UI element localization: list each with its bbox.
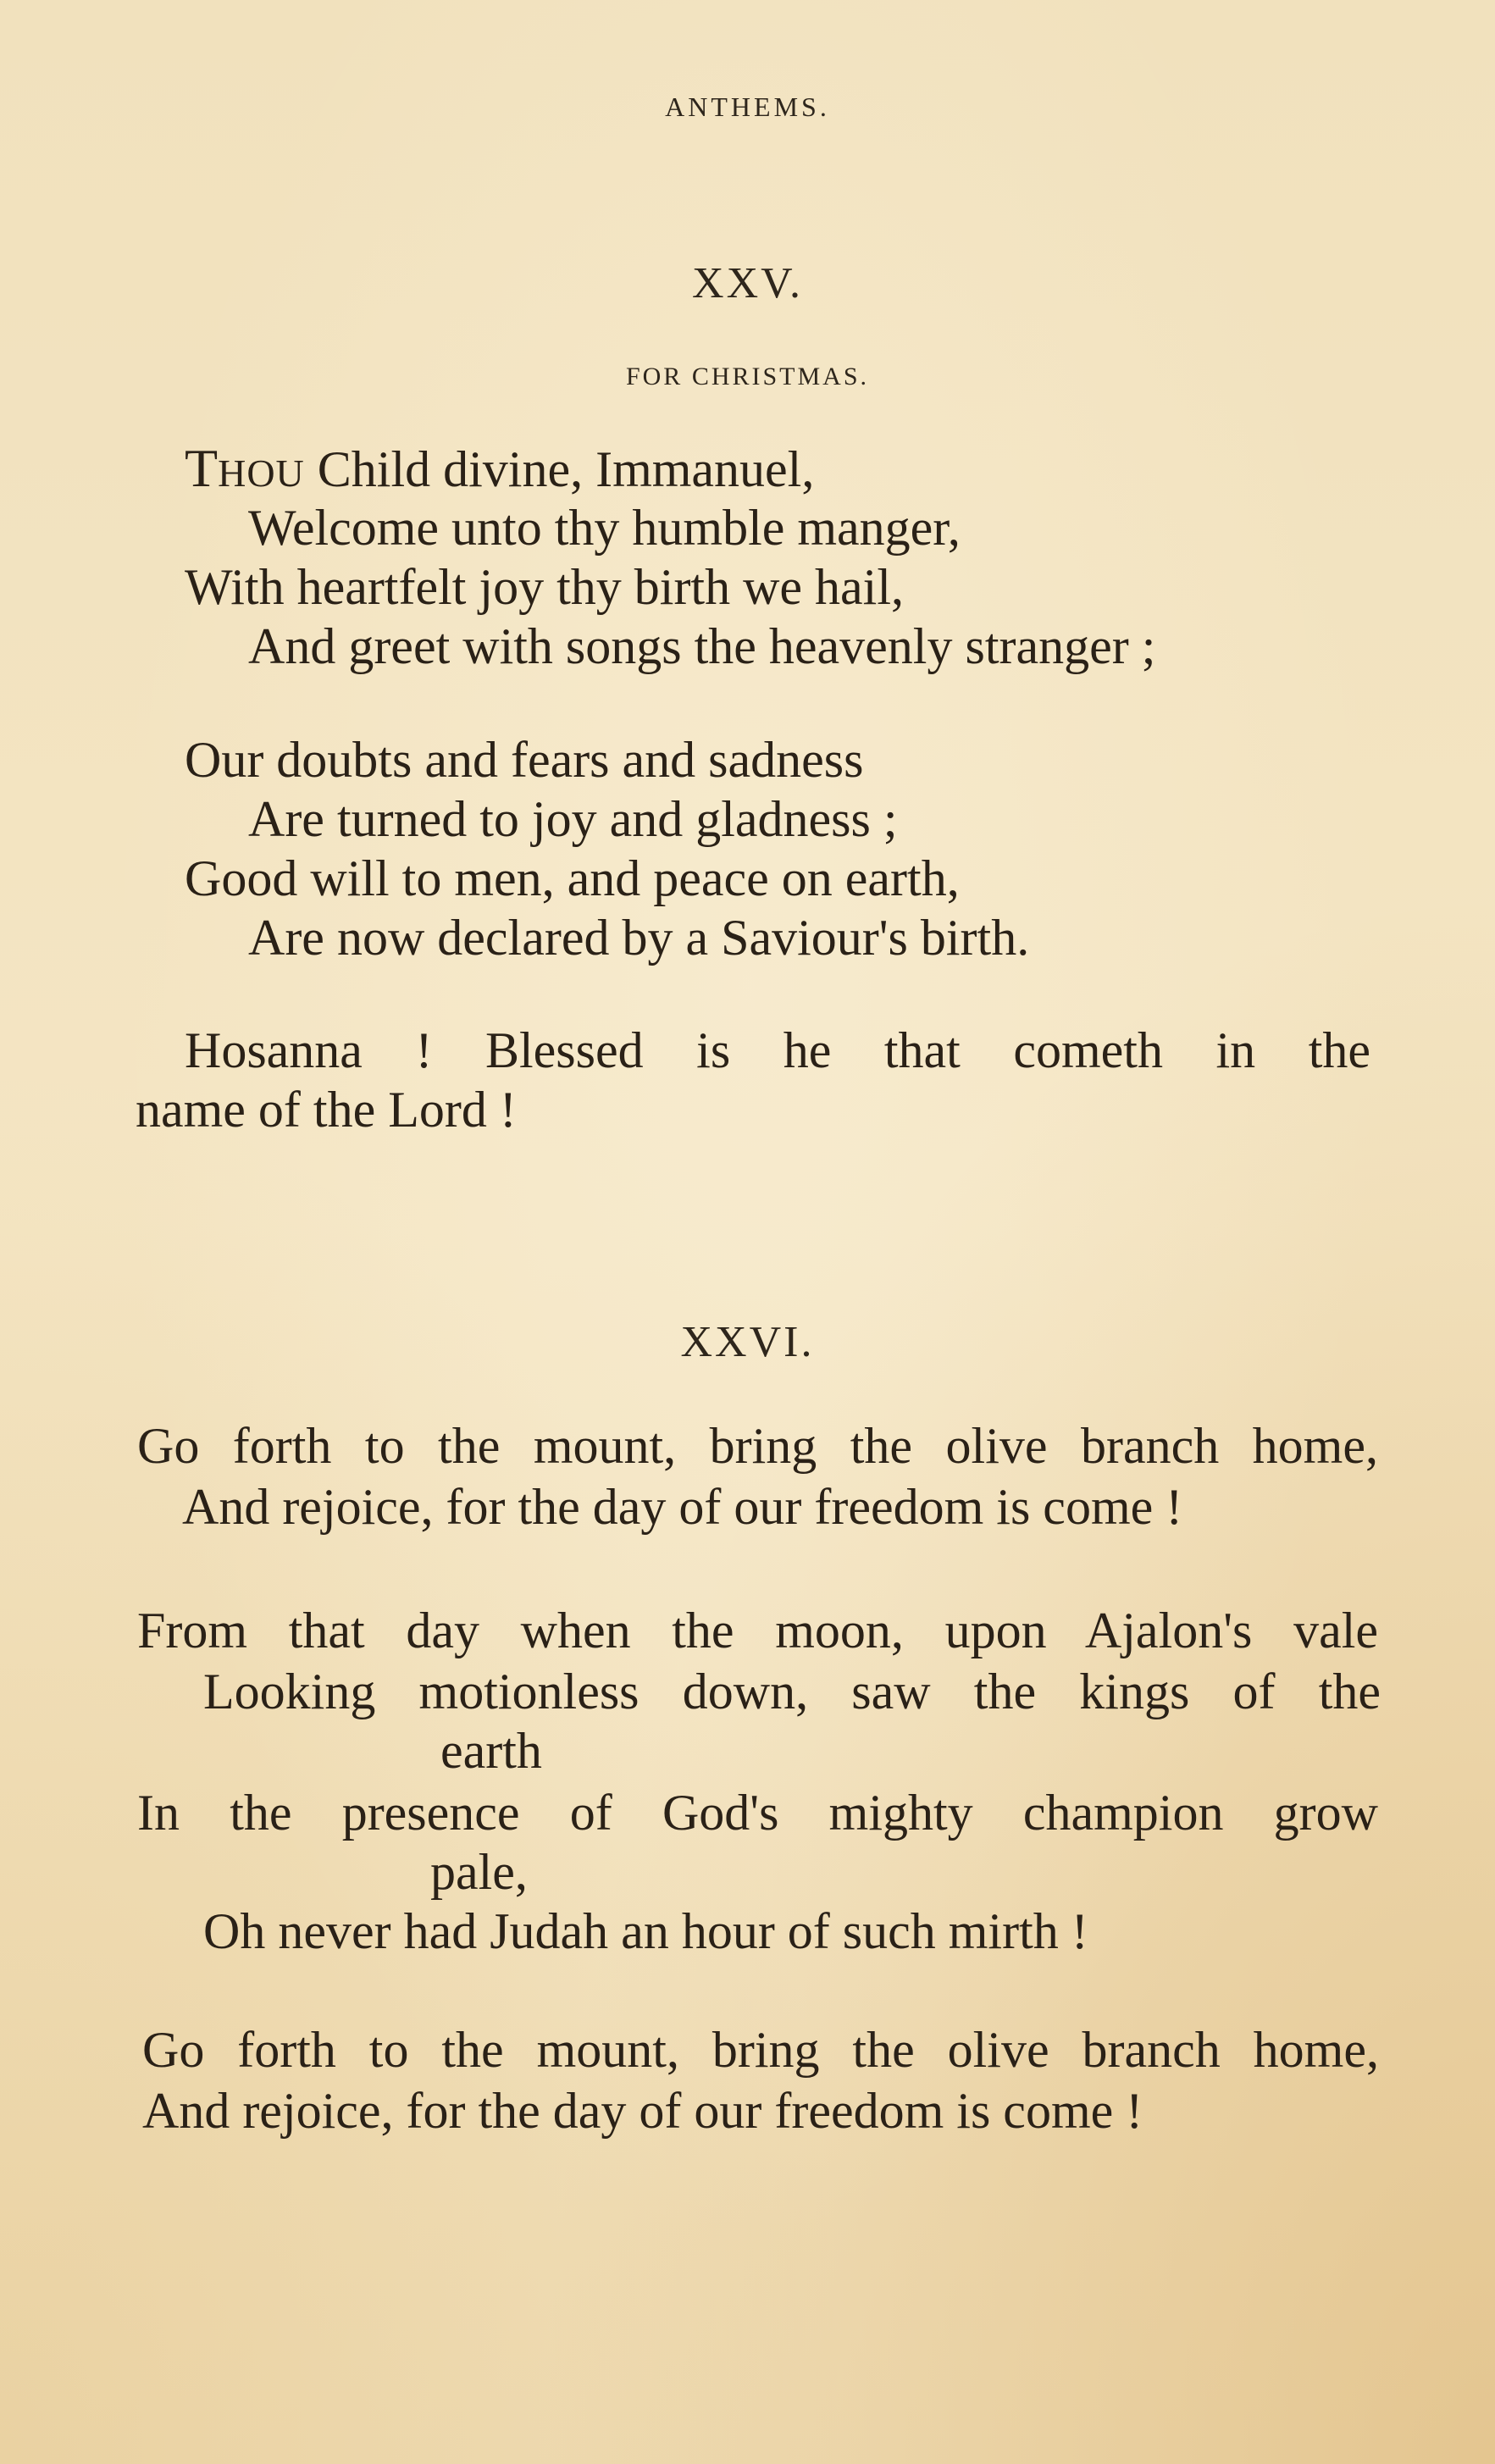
xxv-stanza1-line2: Welcome unto thy humble manger, [248,500,961,556]
xxvi-chorus-line2: And rejoice, for the day of our freedom is come ! [182,1479,1183,1535]
line-text: Child divine, Immanuel, [304,441,815,497]
xxvi-verse-line2: Looking motionless down, saw the kings of the [203,1664,1381,1719]
running-head: ANTHEMS. [665,91,830,122]
xxvi-verse-line4: Oh never had Judah an hour of such mirth ! [203,1903,1088,1959]
xxv-stanza1-line3: With heartfelt joy thy birth we hail, [185,559,905,615]
anthem-xxvi-numeral: XXVI. [680,1318,815,1366]
xxvi-verse-line3-turnover: pale, [430,1844,528,1900]
xxv-closing-line1: Hosanna ! Blessed is he that cometh in the [185,1022,1370,1078]
xxv-stanza1-line4: And greet with songs the heavenly stranger ; [248,618,1156,674]
anthem-xxv-subtitle: FOR CHRISTMAS. [625,363,870,390]
xxv-stanza2-line3: Good will to men, and peace on earth, [185,850,960,906]
xxvi-chorus-line1: Go forth to the mount, bring the olive branch home, [137,1418,1378,1474]
xxv-stanza2-line2: Are turned to joy and gladness ; [248,791,898,847]
xxv-stanza1-line1 [185,439,814,503]
anthem-xxv-numeral: XXV. [692,259,803,307]
xxv-stanza2-line4: Are now declared by a Saviour's birth. [248,910,1030,966]
xxv-stanza2-line1: Our doubts and fears and sadness [185,732,864,788]
drop-capital: T [185,438,219,498]
xxvi-chorus-repeat-line1: Go forth to the mount, bring the olive branch home, [142,2022,1379,2078]
xxvi-chorus-repeat-line2: And rejoice, for the day of our freedom is come ! [142,2083,1143,2139]
xxvi-verse-line2-turnover: earth [440,1723,542,1779]
xxvi-verse-line3: In the presence of God's mighty champion grow [137,1785,1378,1841]
xxv-closing-line2: name of the Lord ! [136,1082,517,1138]
small-caps-word: HOU [218,451,305,495]
xxvi-verse-line1: From that day when the moon, upon Ajalon's vale [137,1603,1378,1658]
